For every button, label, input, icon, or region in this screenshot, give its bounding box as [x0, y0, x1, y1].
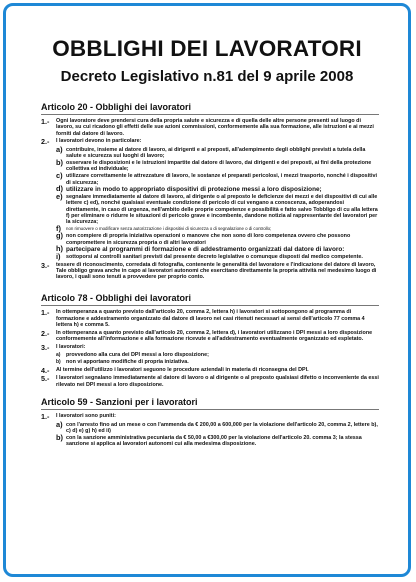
art20-item-d: d) utilizzare in modo to appropriato dispositivi di protezione messi a loro disposizione;	[56, 184, 322, 194]
art20-item-e: e) segnalare immediatamente al datore di lavoro, al dirigente o al preposto le deficienze dei mezzi e dei dispositivi di cui alle lettere c) ed), nonché qualsiasi eventuale condizione di pericolo di cui vengano a conoscenza, adoperandosi direttamente, in caso di urgenza, nell'ambito delle proprie competenze e possibilità e fatto salvo Tobbligo di cu alla lettera f) per eliminare o ridurre le situazioni di pericolo grave e incombente, dandone notizia al rappresentante del lavoratori per la sicurezza;	[56, 192, 378, 226]
sign-content	[41, 102, 379, 448]
art78-paragraph-1: 1.- In ottemperanza a quanto previsto dall'articolo 20, comma 2, lettera h) i lavoratori si sottopongono al programma di formazione e addestramento organizzato dal datore di lavoro nei casi ritenuti necessari ai sensi dell'articolo 77 comma 4 lettera h) e comma 5.	[41, 308, 365, 328]
art20-paragraph-1: 1.- Ogni lavoratore deve prendersi cura della propria salute e sicurezza e di quella delle altre persone presenti sul luogo di lavoro, su cui ricadono gli effetti delle sue azioni commissioni, conformemente alla sua formazione, alle istruzioni e ai mezzi forniti dal datore di lavoro.	[41, 117, 374, 137]
art59-item-b: b) con la sanzione amministrativa pecuniaria da € 50,00 a €300,00 per la violazione dell'articolo 20. comma 3; la stessa sanzione si applica ai lavoratori autonomi cui alla medesima disposizione.	[56, 432, 362, 448]
regulation-sign	[3, 3, 411, 577]
art20-item-b: b) osservare le disposizioni e le istruzioni impartite dal datore di lavoro, dai dirigenti e dei preposti, ai fini della protezione collettiva ed individuale;	[56, 158, 372, 173]
art20-item-a: a) contribuire, insieme al datore di lavoro, ai dirigenti e al preposti, all'adempimento degli obblighi previsti a tutela della salute e sicurezza sui luoghi di lavoro;	[56, 144, 366, 160]
art20-item-f: f) non rimuovere o modificare senza autorizzazione i dispositivi di sicurezza o di segnalazione o di controllo;	[56, 224, 272, 234]
art78-item-b: b) non vi apportano modifiche di propria iniziativa.	[56, 359, 189, 366]
sign-subtitle: Decreto Legislativo n.81 del 9 aprile 2008	[60, 68, 354, 85]
paragraph-number: 1.-	[41, 412, 50, 422]
paragraph-number: 5.-	[41, 374, 50, 384]
paragraph-number: 2.-	[41, 328, 50, 338]
art78-paragraph-3: 3.- I lavoratori:	[41, 342, 86, 352]
article-78-heading: Articolo 78 - Obblighi dei lavoratori	[41, 293, 379, 306]
art78-item-a: a) provvedono alla cura dei DPI messi a loro disposizione;	[56, 352, 209, 359]
art78-paragraph-2: 2.- In ottemperanza a quanto previsto dall'articolo 20, comma 2, lettera d), i lavoratori utilizzano i DPI messi a loro disposizione conformemente all'informazione e alla formazione ricevute e all'addestramento eventualmente organizzato ed espletato.	[41, 328, 373, 343]
paragraph-number: 3.-	[41, 260, 50, 270]
article-20-heading: Articolo 20 - Obblighi dei lavoratori	[41, 102, 379, 115]
art78-paragraph-4: 4.- Al termine dell'utilizzo i lavoratori seguono le procedure aziendali in materia di riconsegna del DPI.	[41, 365, 309, 375]
art20-item-h: h) partecipare al programmi di formazione e di addestramento organizzati dal datore di lavoro:	[56, 244, 345, 254]
paragraph-number: 3.-	[41, 342, 50, 352]
paragraph-number: 2.-	[41, 137, 50, 147]
art59-item-a: a) con l'arresto fino ad un mese o con l'ammenda da € 200,00 a 600,000 per la violazione dell'articolo 20, comma 2, lettere b), c) d) e) g) h) ed ii)	[56, 419, 378, 434]
paragraph-number: 1.-	[41, 117, 50, 126]
art20-paragraph-3: 3.- tessere di riconoscimento, corredata di fotografia, contenente le generalità del lavoratore e l'indicazione del datore di lavoro, Tale obbligo grava anche in capo ai lavoratori autonomi che esercitano direttamente la propria attività nel medesimo luogo di lavoro, i quali sono tenuti a provvedere per proprio conto.	[41, 260, 377, 281]
art20-item-g: g) non compiere di propria iniziativa operazioni o manovre che non sono di loro competenza ovvero che possono compromettere in sicurezza propria o di altri lavoratori	[56, 231, 351, 246]
art59-paragraph-1: 1.- I lavoratori sono puniti:	[41, 412, 116, 422]
sign-title: OBBLIGHI DEI LAVORATORI	[52, 36, 362, 61]
art20-item-c: c) utilizzare correttamente le attrezzature di lavoro, le sostanze el preparati pericolosi, i mezzi trasporto, nonché i dispositivi di sicurezza;	[56, 171, 377, 186]
paragraph-number: 1.-	[41, 308, 50, 318]
art78-paragraph-5: 5.- I lavoratori segnalano immediatamente al datore di lavoro o al dirigente o al preposto qualsiasi difetto o inconveniente da essi rilevato nei DPI messi a loro disposizione.	[41, 374, 379, 388]
article-59-heading: Articolo 59 - Sanzioni per i lavoratori	[41, 397, 379, 410]
art20-paragraph-2: 2.- I lavoratori devono in particolare:	[41, 137, 142, 147]
art20-item-i: i) sottoporsi al controlli sanitari previsti dal presente decreto legislative o comunque disposti dal medico competente.	[56, 252, 363, 261]
paragraph-number: 4.-	[41, 365, 50, 375]
